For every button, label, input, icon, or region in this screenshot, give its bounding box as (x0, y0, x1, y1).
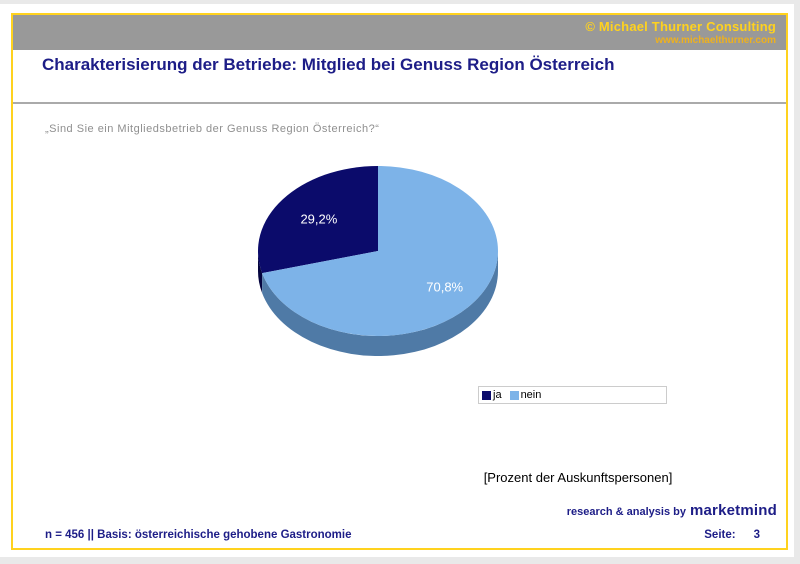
slide-frame (11, 13, 788, 550)
legend-swatch-ja (482, 391, 491, 400)
pie-value-label-ja: 29,2% (300, 211, 338, 227)
footer-page (704, 529, 760, 541)
slide-page (0, 4, 794, 557)
credit-brand-marketmind: marketmind (689, 502, 777, 519)
footer-page-label: Seite: (704, 529, 736, 541)
legend-label-nein: nein (520, 389, 542, 401)
legend-label-ja: ja (493, 389, 502, 401)
survey-question: „Sind Sie ein Mitgliedsbetrieb der Genuss Region Österreich?“ (45, 123, 380, 135)
footer-page-number: 3 (753, 529, 760, 541)
title-separator-line (13, 102, 786, 104)
legend-swatch-nein (510, 391, 519, 400)
pie-chart (248, 152, 508, 362)
credit-line (567, 502, 777, 519)
header-copyright: © Michael Thurner Consulting (585, 19, 776, 34)
legend-item-ja (482, 389, 502, 401)
chart-legend (478, 386, 667, 404)
credit-prefix: research & analysis by (566, 506, 686, 518)
header-bar (13, 15, 786, 50)
chart-units-note: [Prozent der Auskunftspersonen] (483, 470, 673, 485)
header-website-link: www.michaelthurner.com (655, 35, 776, 46)
pie-value-label-nein: 70,8% (426, 279, 464, 295)
slide-title: Charakterisierung der Betriebe: Mitglied bei Genuss Region Österreich (42, 55, 615, 74)
footer-basis: n = 456 || Basis: österreichische gehobene Gastronomie (45, 529, 352, 541)
legend-item-nein (510, 389, 542, 401)
